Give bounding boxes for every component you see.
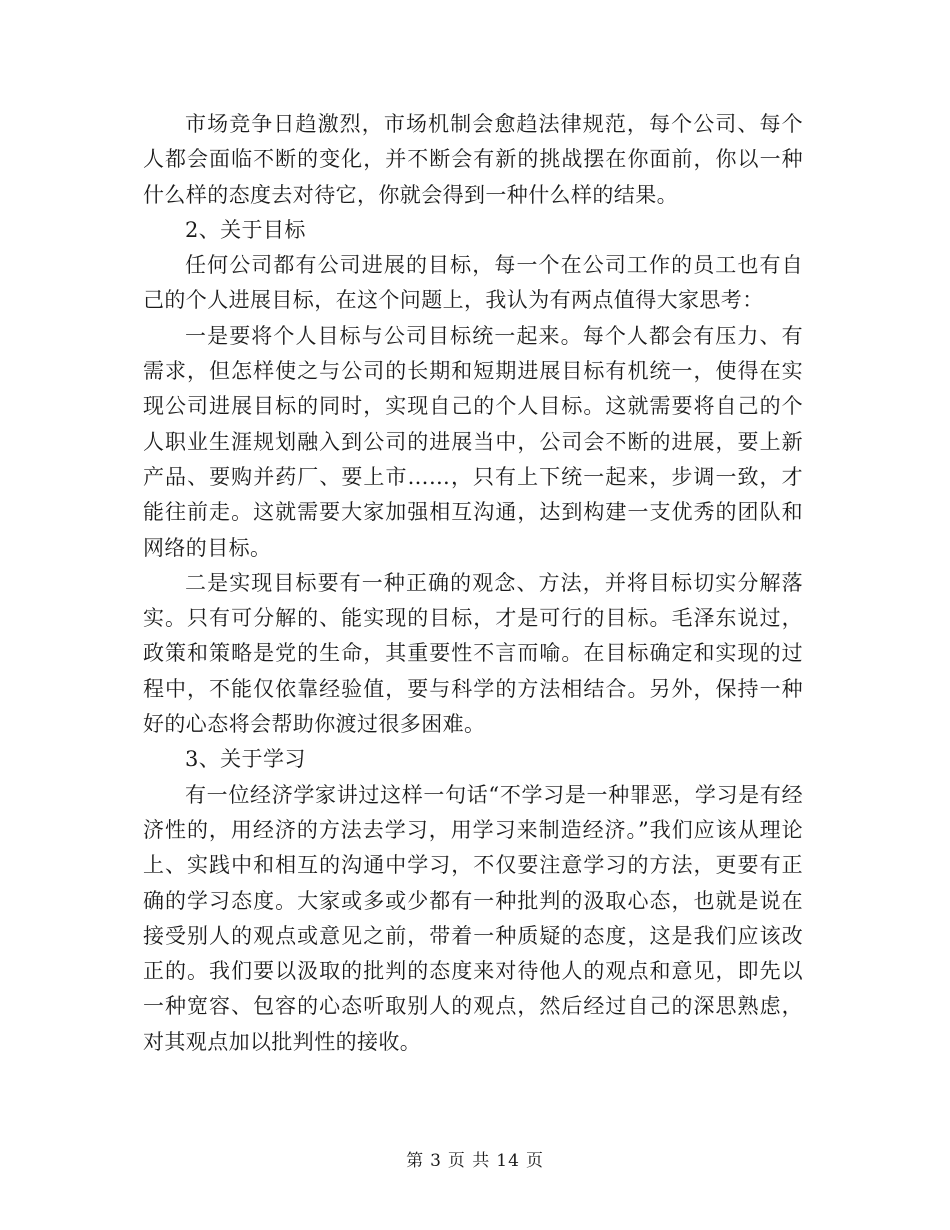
section-heading-goals: 2、关于目标 <box>185 217 306 242</box>
section-heading-learning: 3、关于学习 <box>185 747 306 772</box>
footer-total-pages: 14 <box>496 1151 520 1171</box>
paragraph-goals-point-two: 二是实现目标要有一种正确的观念、方法，并将目标切实分解落实。只有可分解的、能实现的目标，才是可行的目标。毛泽东说过，政策和策略是党的生命，其重要性不言而喻。在目标确定和实现的过程中，不能仅依靠经验值，要与科学的方法相结合。另外，保持一种好的心态将会帮助你渡过很多困难。 <box>143 570 803 737</box>
paragraph-goals-intro: 任何公司都有公司进展的目标，每一个在公司工作的员工也有自己的个人进展目标，在这个问题上，我认为有两点值得大家思考： <box>143 253 803 313</box>
footer-suffix: 页 <box>525 1151 544 1171</box>
footer-current-page: 3 <box>430 1151 442 1171</box>
paragraph-goals-point-one: 一是要将个人目标与公司目标统一起来。每个人都会有压力、有需求，但怎样使之与公司的长期和短期进展目标有机统一，使得在实现公司进展目标的同时，实现自己的个人目标。这就需要将自己的个人职业生涯规划融入到公司的进展当中，公司会不断的进展，要上新产品、要购并药厂、要上市……，只有上下统一起来，步调一致，才能往前走。这就需要大家加强相互沟通，达到构建一支优秀的团队和网络的目标。 <box>143 323 803 560</box>
footer-middle: 页 共 <box>447 1151 491 1171</box>
paragraph-market-competition: 市场竞争日趋激烈，市场机制会愈趋法律规范，每个公司、每个人都会面临不断的变化，并不断会有新的挑战摆在你面前，你以一种什么样的态度去对待它，你就会得到一种什么样的结果。 <box>143 112 803 207</box>
document-body <box>143 107 803 1060</box>
page-footer <box>0 1146 950 1171</box>
paragraph-learning: 有一位经济学家讲过这样一句话“不学习是一种罪恶，学习是有经济性的，用经济的方法去学习，用学习来制造经济。”我们应该从理论上、实践中和相互的沟通中学习，不仅要注意学习的方法，更要有正确的学习态度。大家或多或少都有一种批判的汲取心态，也就是说在接受别人的观点或意见之前，带着一种质疑的态度，这是我们应该改正的。我们要以汲取的批判的态度来对待他人的观点和意见，即先以一种宽容、包容的心态听取别人的观点，然后经过自己的深思熟虑，对其观点加以批判性的接收。 <box>143 782 803 1054</box>
footer-prefix: 第 <box>406 1151 425 1171</box>
